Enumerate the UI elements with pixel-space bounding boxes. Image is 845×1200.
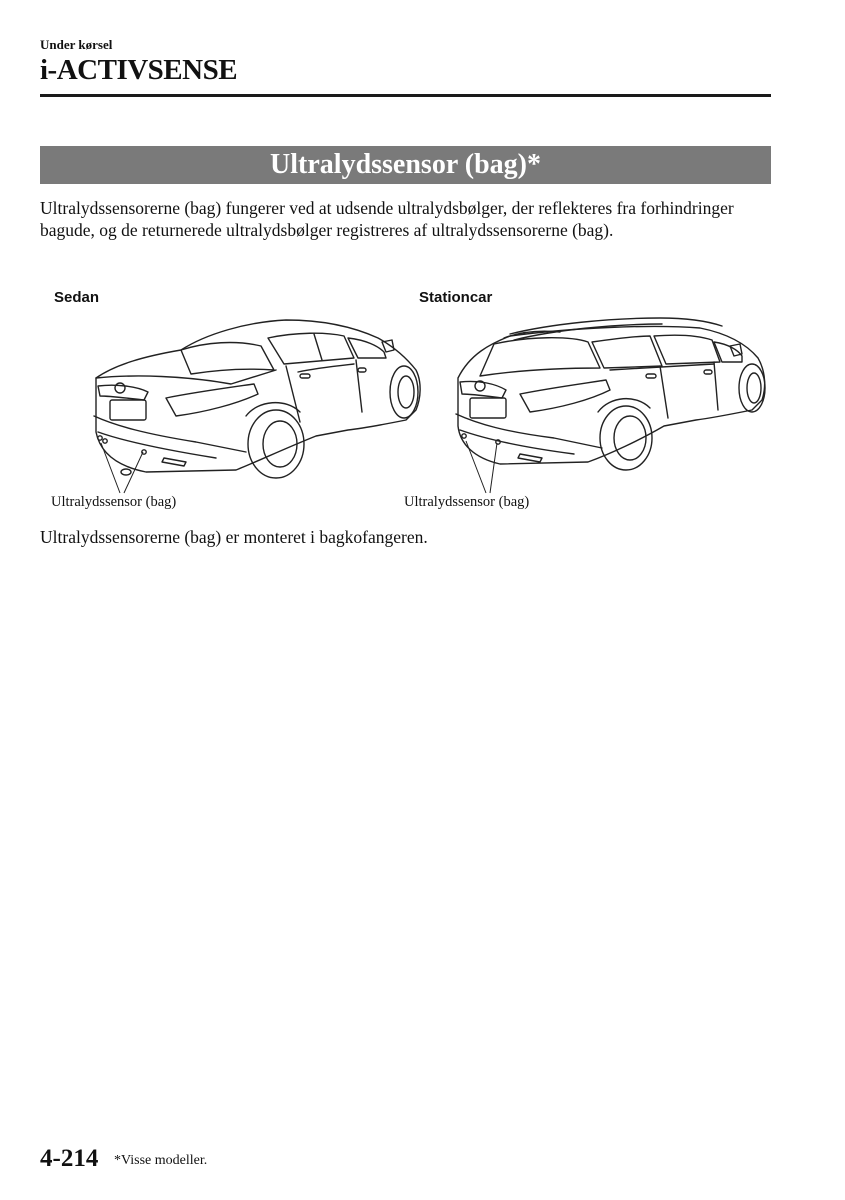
footnote: *Visse modeller. [114,1153,208,1168]
sensor-location-text: Ultralydssensorerne (bag) er monteret i bagkofangeren. [40,527,428,547]
section-title: i-ACTIVSENSE [40,54,238,86]
topic-title: Ultralydssensor (bag)* [270,149,541,180]
chapter-heading: Under kørsel [40,37,113,52]
intro-paragraph: Ultralydssensorerne (bag) fungerer ved at udsende ultralydsbølger, der reflekteres fra forhindringer bagude, og de returnerede ultralydsbølger registreres af ultralydssensorerne (bag). [40,198,734,240]
stationcar-rear-illustration [450,314,772,486]
stationcar-sensor-callout: Ultralydssensor (bag) [404,494,530,510]
figure-label-stationcar: Stationcar [419,289,493,306]
figure-label-sedan: Sedan [54,289,100,306]
page-number: 4-214 [40,1145,99,1172]
sedan-sensor-callout: Ultralydssensor (bag) [51,494,177,510]
